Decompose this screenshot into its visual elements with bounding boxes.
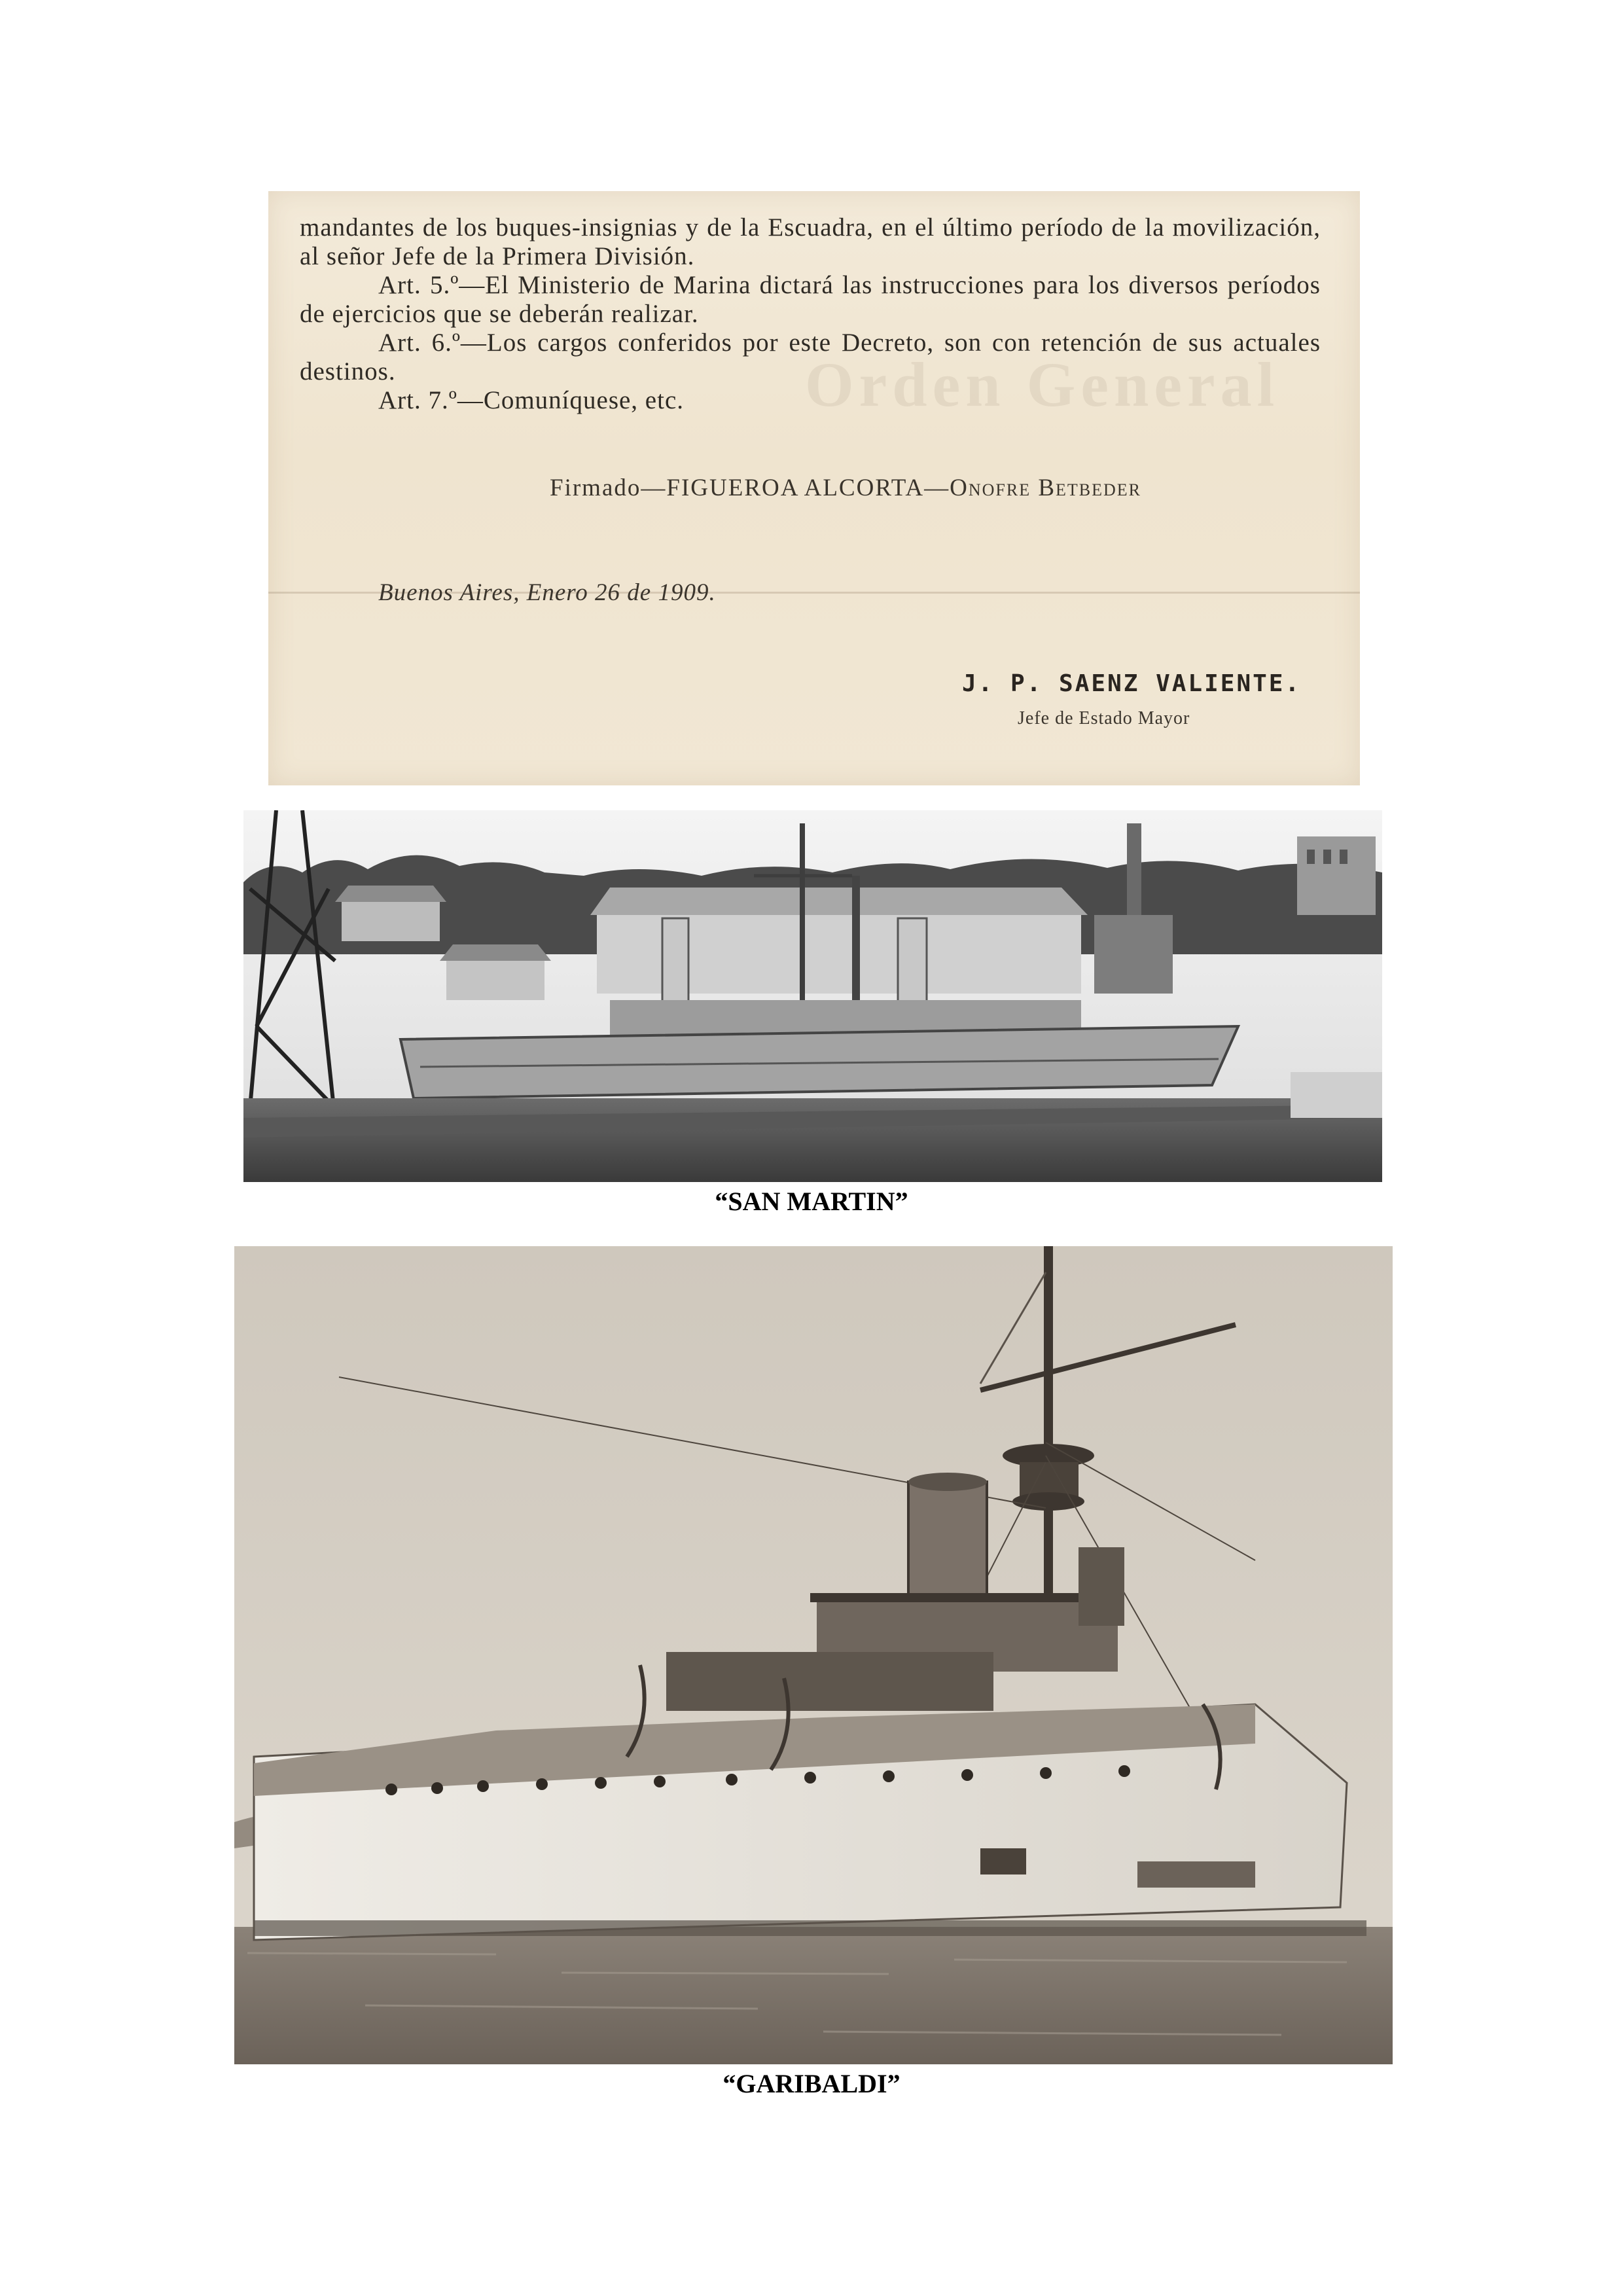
decree-scan [268,191,1360,785]
decree-article-7: Art. 7.º—Comuníquese, etc. [378,386,685,414]
decree-signatures [550,474,1141,502]
signed-name: Onofre Betbeder [950,475,1142,501]
decree-paragraph-intro: mandantes de los buques-insignias y de la Escuadra, en el último período de la movilización, al señor Jefe de la Primera División. [300,213,1321,270]
signed-prefix: Firmado—FIGUEROA ALCORTA— [550,475,950,501]
signer-role: Jefe de Estado Mayor [1018,708,1190,728]
decree-date: Buenos Aires, Enero 26 de 1909. [378,579,716,606]
signer-name: J. P. SAENZ VALIENTE. [962,670,1302,697]
decree-article-5: Art. 5.º—El Ministerio de Marina dictará las instrucciones para los diversos períodos de ejercicios que se deberán realizar. [300,271,1321,328]
caption-san-martin: “SAN MARTIN” [715,1187,908,1216]
caption-garibaldi: “GARIBALDI” [722,2069,901,2098]
decree-article-6: Art. 6.º—Los cargos conferidos por este Decreto, son con retención de sus actuales destinos. [300,329,1321,386]
ghost-print-through: Orden General [805,350,1280,420]
photo-san-martin [243,810,1382,1182]
photo-garibaldi [234,1246,1393,2064]
